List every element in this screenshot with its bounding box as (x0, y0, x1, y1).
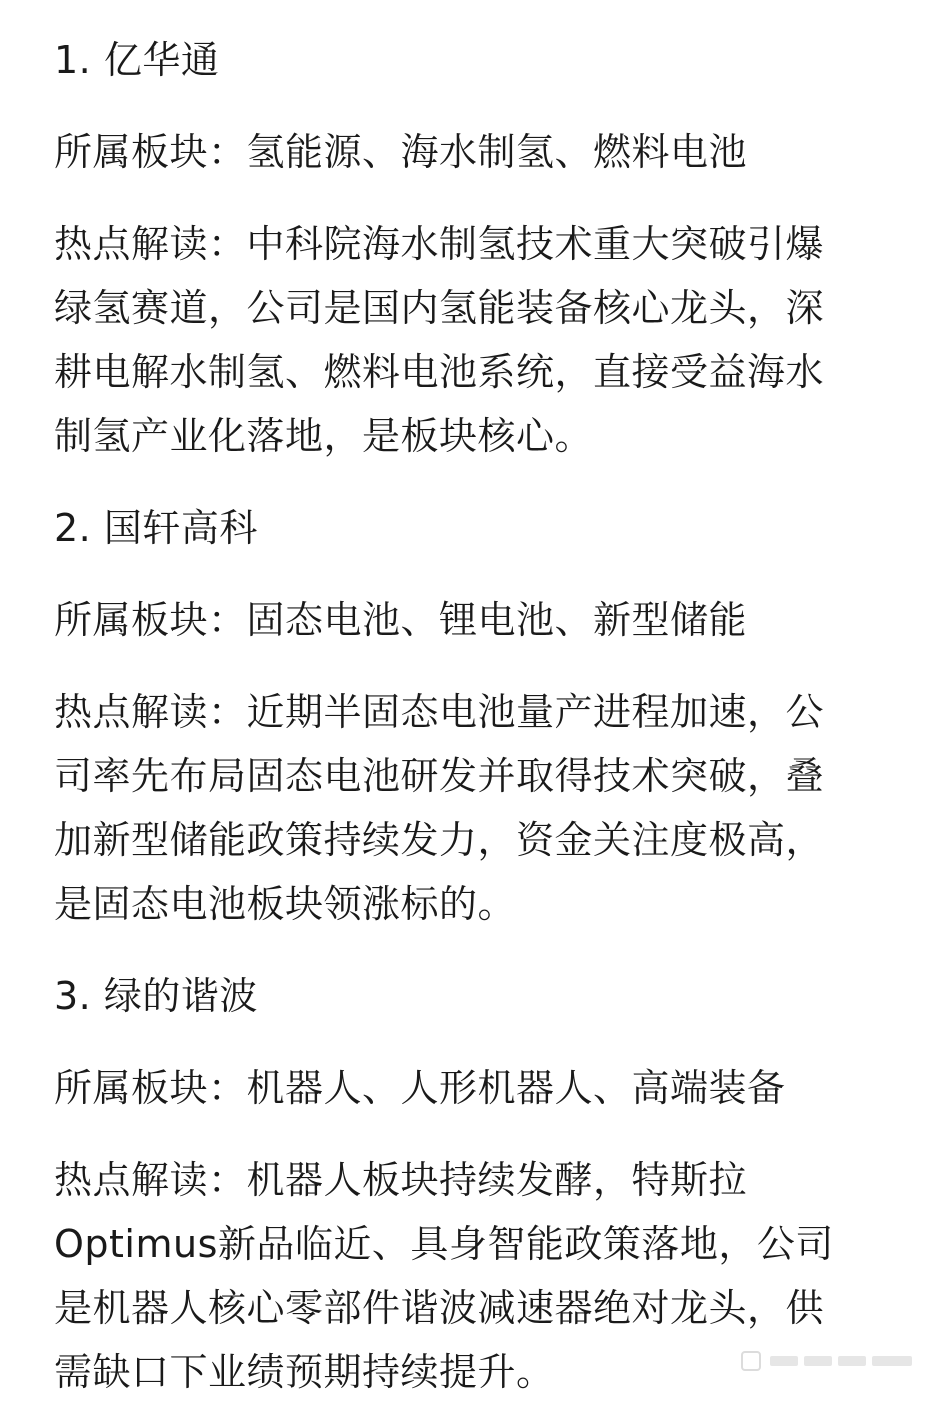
item-3-sector: 所属板块：机器人、人形机器人、高端装备 (54, 1066, 786, 1110)
item-3-analysis-line: 是机器人核心零部件谐波减速器绝对龙头，供 (54, 1286, 825, 1330)
item-2-analysis-line: 加新型储能政策持续发力，资金关注度极高， (54, 818, 825, 862)
item-2-sector: 所属板块：固态电池、锂电池、新型储能 (54, 598, 748, 642)
item-1-analysis-line: 热点解读：中科院海水制氢技术重大突破引爆 (54, 222, 825, 266)
item-1-sector: 所属板块：氢能源、海水制氢、燃料电池 (54, 130, 748, 174)
item-3-title: 3. 绿的谐波 (54, 974, 258, 1018)
article-body (54, 28, 904, 1404)
item-2-analysis-line: 是固态电池板块领涨标的。 (54, 882, 517, 926)
watermark-logo-icon (740, 1348, 920, 1374)
item-1-title: 1. 亿华通 (54, 38, 220, 82)
item-2-analysis-line: 热点解读：近期半固态电池量产进程加速，公 (54, 690, 825, 734)
item-2-analysis (54, 680, 904, 936)
item-1-analysis-line: 耕电解水制氢、燃料电池系统，直接受益海水 (54, 350, 825, 394)
watermark (740, 1348, 920, 1380)
item-3-analysis-line: 需缺口下业绩预期持续提升。 (54, 1350, 555, 1394)
item-2-analysis-line: 司率先布局固态电池研发并取得技术突破，叠 (54, 754, 825, 798)
item-2-title: 2. 国轩高科 (54, 506, 258, 550)
item-1-analysis (54, 212, 904, 468)
item-3-analysis-line: Optimus新品临近、具身智能政策落地，公司 (54, 1222, 834, 1266)
item-1-analysis-line: 制氢产业化落地，是板块核心。 (54, 414, 594, 458)
item-1-analysis-line: 绿氢赛道，公司是国内氢能装备核心龙头，深 (54, 286, 825, 330)
item-3-analysis-line: 热点解读：机器人板块持续发酵，特斯拉 (54, 1158, 748, 1202)
